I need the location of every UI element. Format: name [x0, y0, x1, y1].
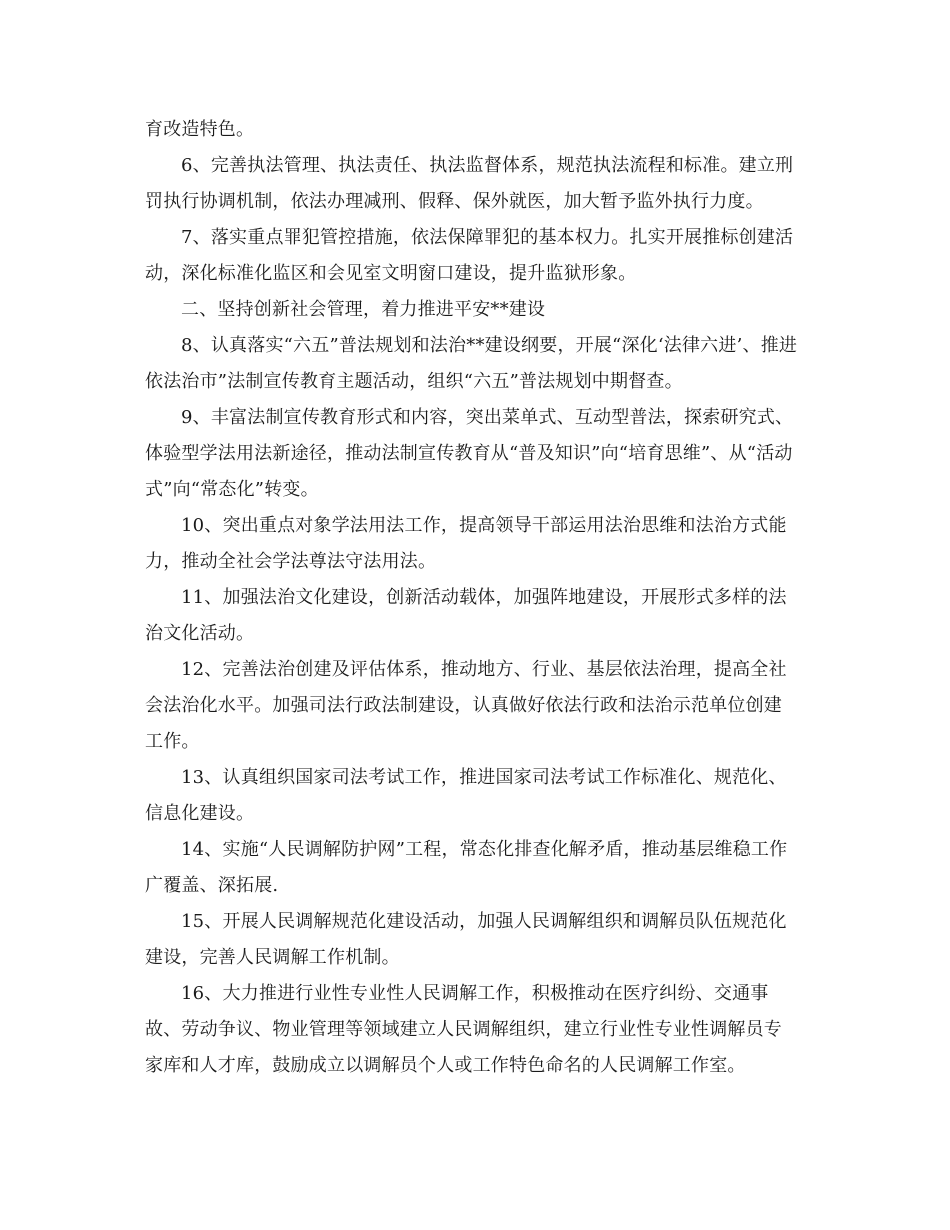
section-heading: 二、坚持创新社会管理，着力推进平安**建设	[181, 299, 546, 320]
paragraph-9: 13、认真组织国家司法考试工作，推进国家司法考试工作标准化、规范化、 信息化建设。	[145, 767, 787, 824]
paragraph-11: 15、开展人民调解规范化建设活动，加强人民调解组织和调解员队伍规范化 建设，完善人民调解工作机制。	[145, 911, 787, 968]
paragraph-0: 育改造特色。	[145, 119, 255, 140]
paragraph-2: 7、落实重点罪犯管控措施，依法保障罪犯的基本权力。扎实开展推标创建活 动，深化标准化监区和会见室文明窗口建设，提升监狱形象。	[145, 227, 794, 284]
paragraph-5: 9、丰富法制宣传教育形式和内容，突出菜单式、互动型普法，探索研究式、 体验型学法用法新途径，推动法制宣传教育从“普及知识”向“培育思维”、从“活动 式”向“常态化”转变。	[145, 407, 794, 500]
paragraph-7: 11、加强法治文化建设，创新活动载体，加强阵地建设，开展形式多样的法 治文化活动。	[145, 587, 787, 644]
paragraph-10: 14、实施“人民调解防护网”工程，常态化排查化解矛盾，推动基层维稳工作 广覆盖、深拓展.	[145, 839, 788, 896]
paragraph-8: 12、完善法治创建及评估体系，推动地方、行业、基层依法治理，提高全社 会法治化水平。加强司法行政法制建设，认真做好依法行政和法治示范单位创建 工作。	[145, 659, 787, 752]
paragraph-4: 8、认真落实“六五”普法规划和法治**建设纲要，开展“深化‘法律六进’、推进 依法治市”法制宣传教育主题活动，组织“六五”普法规划中期督查。	[145, 335, 798, 392]
paragraph-1: 6、完善执法管理、执法责任、执法监督体系，规范执法流程和标准。建立刑 罚执行协调机制，依法办理减刑、假释、保外就医，加大暂予监外执行力度。	[145, 155, 794, 212]
paragraph-12: 16、大力推进行业性专业性人民调解工作，积极推动在医疗纠纷、交通事 故、劳动争议、物业管理等领域建立人民调解组织，建立行业性专业性调解员专 家库和人才库，鼓励成立以调解员个人或工作特色命名的人民调解工作室。	[145, 983, 782, 1076]
document-body	[145, 112, 805, 1084]
paragraph-6: 10、突出重点对象学法用法工作，提高领导干部运用法治思维和法治方式能 力，推动全社会学法尊法守法用法。	[145, 515, 787, 572]
